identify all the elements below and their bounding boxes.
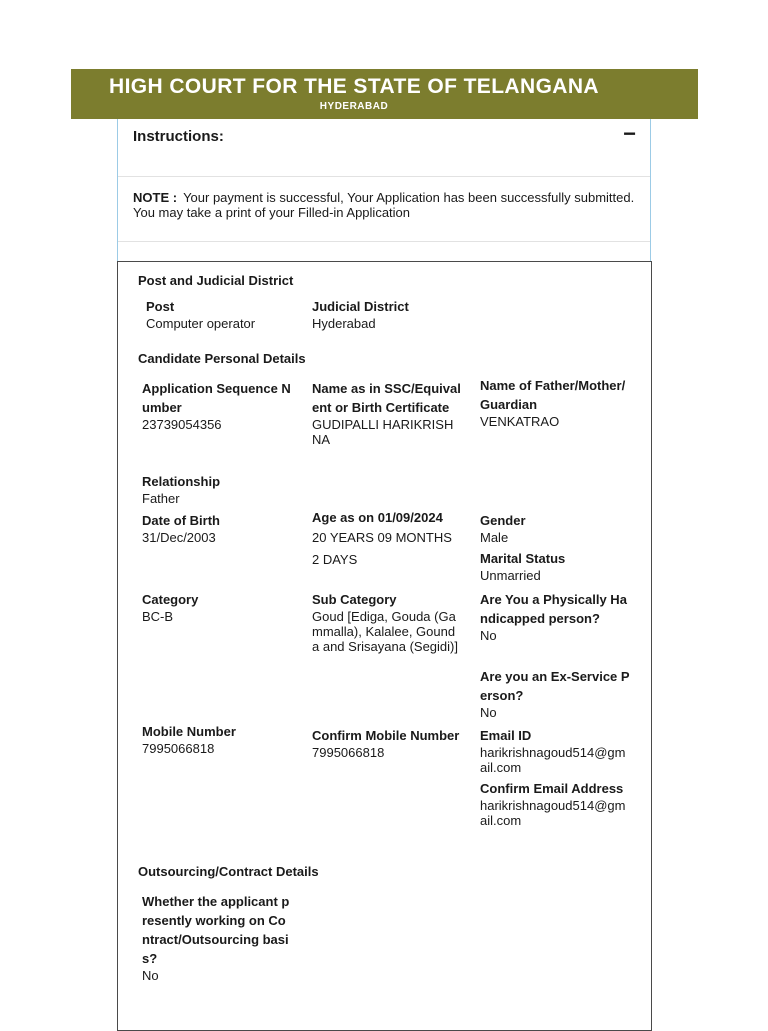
field-contract-basis <box>142 892 292 983</box>
field-application-sequence <box>142 379 292 432</box>
section-post-district: Post and Judicial District <box>138 273 294 288</box>
field-value: Hyderabad <box>312 316 376 331</box>
field-father-name <box>480 376 630 429</box>
field-value: BC-B <box>142 609 174 624</box>
field-label: Judicial District <box>312 299 409 314</box>
section-personal: Candidate Personal Details <box>138 351 306 366</box>
field-label: Relationship <box>142 474 221 489</box>
field-email <box>480 726 630 775</box>
field-post <box>146 297 296 331</box>
field-label: Category <box>142 592 199 607</box>
collapse-icon[interactable]: − <box>623 121 636 146</box>
field-label: Gender <box>480 513 526 528</box>
field-label: Marital Status <box>480 551 566 566</box>
field-label: Name as in SSC/Equivalent or Birth Certificate <box>312 381 461 415</box>
field-value: VENKATRAO <box>480 414 560 429</box>
field-value: Father <box>142 491 180 506</box>
field-value: 23739054356 <box>142 417 222 432</box>
field-value: Unmarried <box>480 568 541 583</box>
field-sub-category <box>312 590 462 654</box>
field-label: Date of Birth <box>142 513 220 528</box>
field-label: Sub Category <box>312 592 397 607</box>
court-title: HIGH COURT FOR THE STATE OF TELANGANA <box>109 75 599 98</box>
field-value: No <box>480 705 497 720</box>
note-text <box>133 190 641 220</box>
field-label: Application Sequence Number <box>142 381 291 415</box>
application-details <box>117 261 652 1031</box>
field-confirm-email <box>480 779 630 828</box>
field-mobile-number <box>142 722 292 756</box>
field-label: Email ID <box>480 728 532 743</box>
instructions-title: Instructions: <box>133 128 224 145</box>
field-value: harikrishnagoud514@gmail.com <box>480 745 626 775</box>
note-label: NOTE : <box>133 190 178 205</box>
field-age <box>312 508 462 571</box>
field-name-ssc <box>312 379 462 447</box>
field-value: 20 YEARS 09 MONTHS 2 DAYS <box>312 530 452 567</box>
field-judicial-district <box>312 297 462 331</box>
field-label: Age as on 01/09/2024 <box>312 510 443 525</box>
field-label: Are You a Physically Handicapped person? <box>480 592 627 626</box>
field-value: 7995066818 <box>142 741 215 756</box>
field-value: GUDIPALLI HARIKRISHNA <box>312 417 454 447</box>
divider <box>118 241 650 242</box>
field-date-of-birth <box>142 511 292 545</box>
instructions-panel <box>117 119 651 261</box>
divider <box>118 176 650 177</box>
field-label: Confirm Email Address <box>480 781 624 796</box>
field-label: Mobile Number <box>142 724 236 739</box>
field-value: Goud [Ediga, Gouda (Gammalla), Kalalee, Gounda and Srisayana (Segidi)] <box>312 609 458 654</box>
field-label: Name of Father/Mother/Guardian <box>480 378 626 412</box>
note-message: Your payment is successful, Your Application has been successfully submitted. You may take a print of your Filled-in Application <box>133 190 635 220</box>
header-banner <box>71 69 698 119</box>
field-category <box>142 590 292 624</box>
field-physically-handicapped <box>480 590 630 643</box>
field-marital-status <box>480 549 630 583</box>
field-value: 31/Dec/2003 <box>142 530 216 545</box>
field-label: Are you an Ex-Service Person? <box>480 669 630 703</box>
field-label: Whether the applicant presently working on Contract/Outsourcing basis? <box>142 894 290 966</box>
field-gender <box>480 511 630 545</box>
field-confirm-mobile <box>312 726 462 760</box>
field-label: Confirm Mobile Number <box>312 728 460 743</box>
field-value: No <box>142 968 159 983</box>
section-outsourcing: Outsourcing/Contract Details <box>138 864 319 879</box>
field-value: Male <box>480 530 509 545</box>
court-city: HYDERABAD <box>319 101 389 112</box>
field-value: harikrishnagoud514@gmail.com <box>480 798 626 828</box>
field-value: Computer operator <box>146 316 256 331</box>
field-value: No <box>480 628 497 643</box>
field-relationship <box>142 472 292 506</box>
field-value: 7995066818 <box>312 745 385 760</box>
field-ex-service <box>480 667 630 720</box>
field-label: Post <box>146 299 175 314</box>
